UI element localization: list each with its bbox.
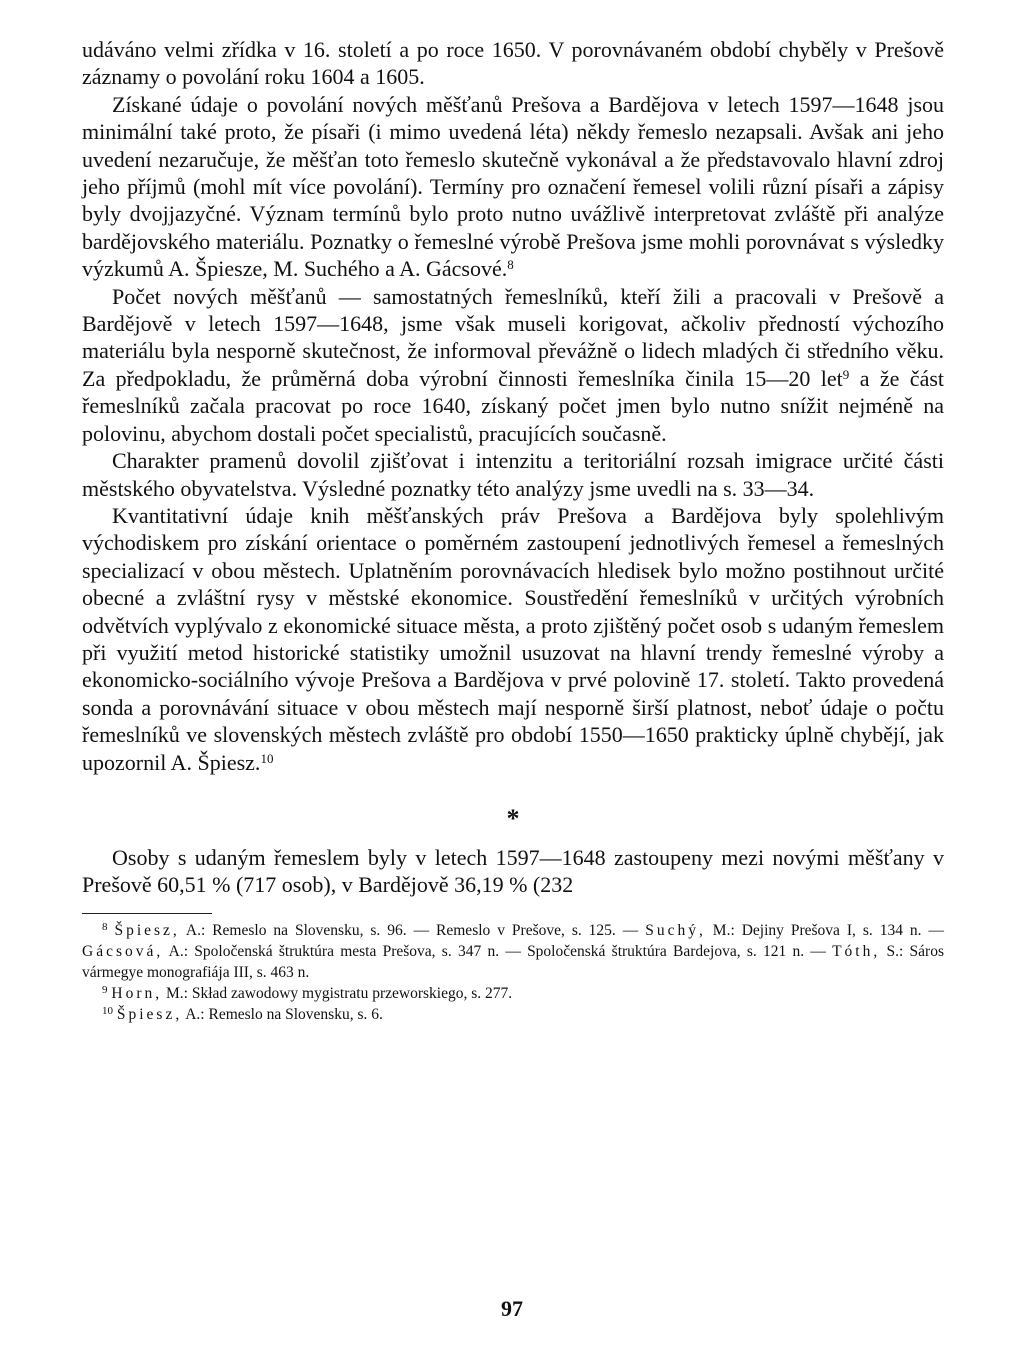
page-body: [82, 36, 944, 1025]
footnote-text: M.: Dejiny Prešova I, s. 134 n. —: [705, 921, 944, 939]
paragraph-text: Počet nových měšťanů — samostatných řemeslníků, kteří žili a pracovali v Prešově a Bardějově v letech 1597—1648, jsme však museli korigovat, ačkoliv předností výchozího materiálu byla nesporně skutečnost, že informoval převážně o lidech mladých či středního věku. Za předpokladu, že průměrná doba výrobní činnosti řemeslníka činila 15—20 let: [82, 283, 944, 391]
footnote-ref-8[interactable]: 8: [507, 257, 514, 273]
footnote-text: A.: Spoločenská štruktúra mesta Prešova, s. 347 n. — Spoločenská štruktúra Bardejova, s. 121 n. —: [163, 942, 833, 960]
footnotes: [82, 920, 944, 1025]
paragraph-closing: [82, 844, 944, 899]
footnote-author: Horn,: [111, 984, 163, 1002]
footnote-text: S.: Sáros vármegye monografiája III, s. 463 n.: [82, 942, 944, 981]
footnote-number: 8: [102, 920, 108, 933]
paragraph-text: Kvantitativní údaje knih měšťanských práv Prešova a Bardějova byly spolehlivým východiskem pro získání orientace o poměrném zastoupení jednotlivých řemesel a řemeslných specializací v obou městech. Uplatněním porovnávacích hledisek bylo možno postihnout určité obecné a zvláštní rysy v městské ekonomice. Soustředění řemeslníků v určitých výrobních odvětvích vyplývalo z ekonomické situace města, a proto zjištěný počet osob s udaným řemeslem při využití metod historické statistiky umožnil usuzovat na hlavní trendy řemeslné výroby a ekonomicko-sociálního vývoje Prešova a Bardějova v prvé polovině 17. století. Takto provedená sonda a porovnávání situace v obou městech mají nesporně širší platnost, neboť údaje o počtu řemeslníků ve slovenských městech zvláště pro období 1550—1650 prakticky úplně chybějí, jak upozornil A. Špiesz.: [82, 502, 944, 775]
footnote-ref-10[interactable]: 10: [260, 750, 274, 766]
footnote-number: 10: [102, 1004, 113, 1017]
paragraph-sources: [82, 91, 944, 283]
paragraph-text: Získané údaje o povolání nových měšťanů Prešova a Bardějova v letech 1597—1648 jsou minimální také proto, že písaři (i mimo uvedená léta) někdy řemeslo nezapsali. Avšak ani jeho uvedení nezaručuje, že měšťan toto řemeslo skutečně vykonával a že představovalo hlavní zdroj jeho příjmů (mohl mít více povolání). Termíny pro označení řemesel volili různí písaři a zápisy byly dvojjazyčné. Význam termínů bylo proto nutno uvážlivě interpretovat zvláště při analýze bardějovského materiálu. Poznatky o řemeslné výrobě Prešova jsme mohli porovnávat s výsledky výzkumů A. Špiesze, M. Suchého a A. Gácsové.: [82, 91, 944, 282]
paragraph-quantitative: [82, 502, 944, 776]
footnote-author: Gácsová,: [82, 942, 164, 960]
footnote-author: Tóth,: [832, 942, 881, 960]
footnote-text: A.: Remeslo na Slovensku, s. 96. — Remeslo v Prešove, s. 125. —: [179, 921, 646, 939]
paragraph-text: a že část řemeslníků začala pracovat po roce 1640, získaný počet jmen bylo nutno snížit nejméně na polovinu, abychom dostali počet specialistů, pracujících současně.: [82, 365, 945, 446]
paragraph-immigration: [82, 447, 944, 502]
paragraph-continuation: [82, 36, 944, 91]
footnote-8: [82, 920, 944, 983]
footnote-divider: [82, 913, 212, 914]
footnote-number: 9: [102, 983, 108, 996]
section-separator: *: [506, 803, 520, 833]
paragraph-text: udáváno velmi zřídka v 16. století a po roce 1650. V porovnávaném období chyběly v Prešově záznamy o povolání roku 1604 a 1605.: [82, 37, 944, 90]
footnote-10: [82, 1004, 944, 1025]
paragraph-text: Osoby s udaným řemeslem byly v letech 1597—1648 zastoupeny mezi novými měšťany v Prešově 60,51 % (717 osob), v Bardějově 36,19 % (232: [82, 844, 944, 898]
footnote-author: Suchý,: [645, 921, 706, 939]
footnote-author: Špiesz,: [114, 921, 180, 939]
footnote-author: Špiesz,: [116, 1005, 183, 1023]
footnote-9: [82, 983, 944, 1004]
footnote-ref-9[interactable]: 9: [842, 366, 850, 382]
paragraph-craftsmen-count: [82, 283, 944, 447]
paragraph-text: Charakter pramenů dovolil zjišťovat i intenzitu a teritoriální rozsah imigrace určité části městského obyvatelstva. Výsledné poznatky této analýzy jsme uvedli na s. 33—34.: [82, 448, 944, 501]
footnote-text: A.: Remeslo na Slovensku, s. 6.: [182, 1005, 383, 1023]
footnote-text: M.: Skład zawodowy mygistratu przeworskiego, s. 277.: [162, 984, 513, 1002]
page-number: 97: [501, 1296, 523, 1321]
